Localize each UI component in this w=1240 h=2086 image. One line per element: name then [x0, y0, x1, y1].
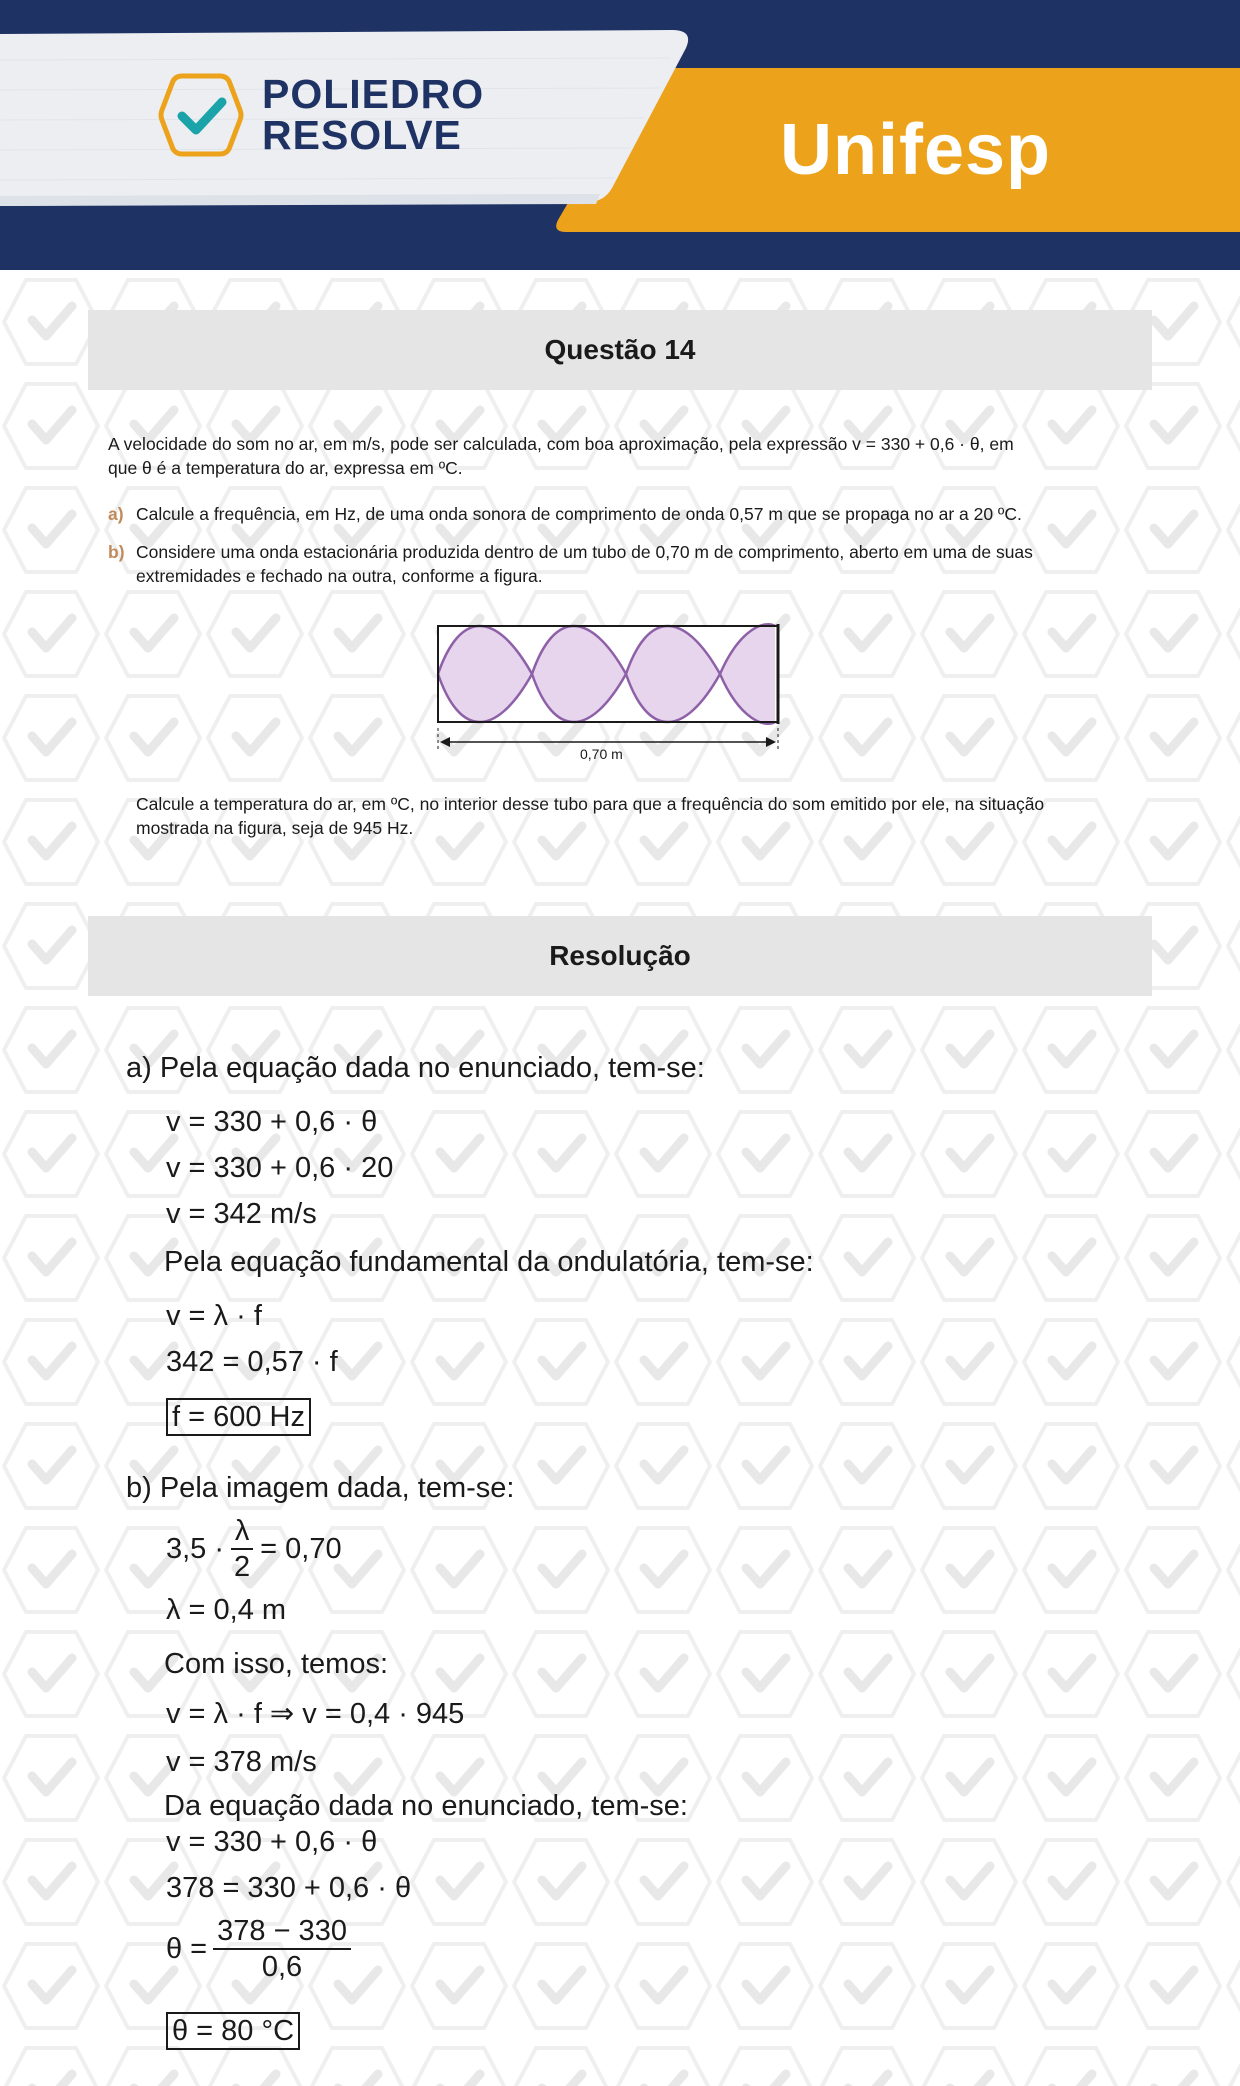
- part-b-frac2-prefix: θ =: [166, 1932, 208, 1965]
- part-b-frac1-num: λ: [231, 1514, 254, 1550]
- item-b-line1: Considere uma onda estacionária produzida dentro de um tubo de 0,70 m de comprimento, aberto em uma de suas: [136, 542, 1033, 562]
- closing-line1: Calcule a temperatura do ar, em ºC, no interior desse tubo para que a frequência do som emitido por ele, na situação: [136, 794, 1045, 814]
- part-a-intro: a) Pela equação dada no enunciado, tem-se:: [126, 1052, 705, 1084]
- part-a-eq1: v = 330 + 0,6 · θ: [166, 1106, 378, 1138]
- question-intro-line2: que θ é a temperatura do ar, expressa em ºC.: [108, 458, 463, 478]
- resolution-title: Resolução: [549, 940, 691, 971]
- part-b-text2: Com isso, temos:: [164, 1648, 388, 1680]
- part-a-eq5: 342 = 0,57 · f: [166, 1346, 338, 1378]
- part-b-eq3: v = λ · f ⇒ v = 0,4 · 945: [166, 1698, 465, 1730]
- part-b-fraction2: [166, 1914, 357, 1984]
- question-title: Questão 14: [544, 334, 696, 365]
- resolution-title-bar: [88, 916, 1152, 996]
- part-a-eq4: v = λ · f: [166, 1300, 262, 1332]
- part-b-frac1-den: 2: [234, 1551, 251, 1583]
- part-b-eq6: 378 = 330 + 0,6 · θ: [166, 1872, 412, 1904]
- part-a-eq3: v = 342 m/s: [166, 1198, 317, 1230]
- part-a-text2: Pela equação fundamental da ondulatória, tem-se:: [164, 1246, 814, 1278]
- question-title-bar: [88, 310, 1152, 390]
- part-b-frac1-suffix: = 0,70: [260, 1532, 342, 1565]
- fraction-lambda-over-2: [230, 1514, 254, 1584]
- item-b-letter: b): [108, 542, 125, 562]
- tube-figure: [430, 618, 790, 763]
- part-b-frac1-prefix: 3,5 ·: [166, 1532, 225, 1565]
- item-b-line2: extremidades e fechado na outra, conforme a figura.: [136, 566, 543, 586]
- page-header: [0, 0, 1240, 270]
- item-a-text: Calcule a frequência, em Hz, de uma onda sonora de comprimento de onda 0,57 m que se propaga no ar a 20 ºC.: [136, 504, 1022, 524]
- part-b-intro: b) Pela imagem dada, tem-se:: [126, 1472, 515, 1504]
- part-b-text3: Da equação dada no enunciado, tem-se:: [164, 1790, 688, 1822]
- part-a-answer: f = 600 Hz: [166, 1398, 311, 1436]
- part-b-frac2-den: 0,6: [261, 1951, 303, 1983]
- item-a-letter: a): [108, 504, 124, 524]
- tube-length-label: 0,70 m: [580, 746, 623, 762]
- brand-line1: POLIEDRO: [262, 71, 485, 117]
- part-b-eq2: λ = 0,4 m: [166, 1594, 287, 1626]
- question-intro-line1: A velocidade do som no ar, em m/s, pode ser calculada, com boa aproximação, pela expressão v = 330 + 0,6 · θ, em: [108, 434, 1014, 454]
- poliedro-check-logo-icon: [158, 72, 244, 158]
- part-a-eq2: v = 330 + 0,6 · 20: [166, 1152, 394, 1184]
- part-b-eq5: v = 330 + 0,6 · θ: [166, 1826, 378, 1858]
- brand-name: [262, 71, 485, 158]
- part-b-eq4: v = 378 m/s: [166, 1746, 317, 1778]
- part-b-answer: θ = 80 °C: [166, 2012, 300, 2050]
- fraction-theta: [213, 1914, 351, 1984]
- university-name: Unifesp: [780, 110, 1052, 190]
- brand-line2: RESOLVE: [262, 112, 462, 158]
- standing-wave-diagram: [430, 618, 790, 758]
- part-b-frac2-num: 378 − 330: [213, 1914, 351, 1950]
- closing-line2: mostrada na figura, seja de 945 Hz.: [136, 818, 414, 838]
- part-b-fraction1: [166, 1514, 342, 1584]
